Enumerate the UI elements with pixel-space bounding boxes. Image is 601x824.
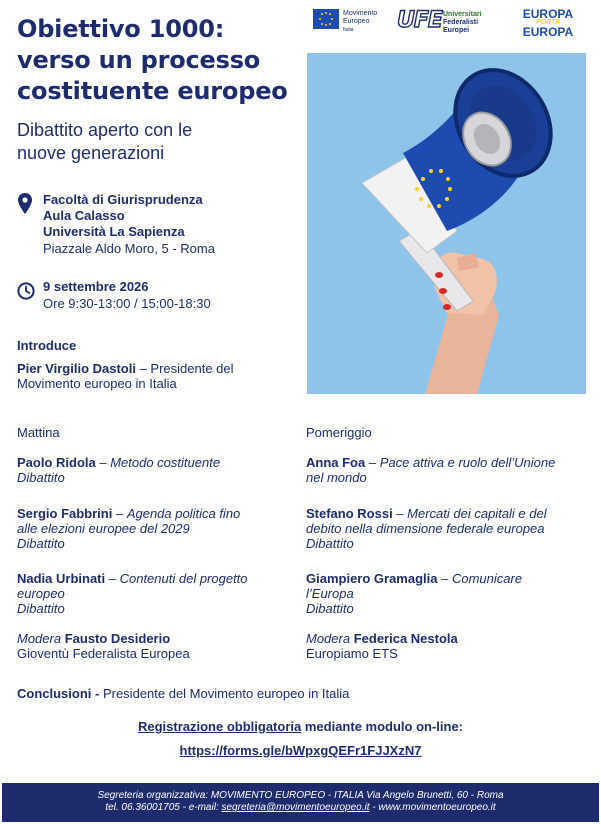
separator: –	[112, 506, 127, 521]
registration-line	[0, 719, 601, 735]
moderator-name: Fausto Desiderio	[64, 631, 171, 646]
venue-block	[43, 192, 293, 257]
separator: –	[437, 571, 452, 586]
speaker-name: Paolo Ridola	[17, 455, 96, 470]
europa-porta-europa-logo	[510, 8, 586, 40]
title-line-3: costituente europeo	[17, 77, 288, 105]
talk-topic-2: europeo	[17, 586, 65, 601]
afternoon-talk-3	[306, 571, 596, 616]
logo-bar	[313, 8, 585, 40]
megaphone-photo	[307, 53, 586, 394]
speaker-name: Nadia Urbinati	[17, 571, 106, 586]
separator: –	[95, 455, 111, 470]
ufe-logo-line-1: Universitari	[443, 11, 482, 18]
venue-address: Piazzale Aldo Moro, 5 - Roma	[43, 241, 215, 256]
footer	[2, 783, 599, 822]
moderator-org: Europiamo ETS	[306, 646, 398, 661]
conclusions-text: Presidente del Movimento europeo in Italia	[99, 686, 350, 701]
me-logo-line-3: Italia	[343, 27, 354, 33]
footer-line-1: Segreteria organizzativa: MOVIMENTO EUROPEO - ITALIA Via Angelo Brunetti, 60 - Roma	[97, 790, 504, 801]
location-pin-icon	[18, 193, 32, 215]
footer-contact: tel. 06.36001705 - e-mail:	[105, 802, 222, 813]
footer-website: - www.movimentoeuropeo.it	[369, 802, 496, 813]
afternoon-talk-1	[306, 455, 596, 485]
talk-topic: Mercati dei capitali e del	[407, 506, 547, 521]
ufe-mark: UFE	[397, 8, 442, 33]
talk-topic-2: alle elezioni europee del 2029	[17, 521, 190, 536]
intro-role-2: Movimento europeo in Italia	[17, 376, 177, 391]
conclusions-label: Conclusioni -	[17, 686, 100, 701]
talk-topic: Comunicare	[451, 571, 523, 586]
title-line-1: Obiettivo 1000:	[17, 15, 225, 43]
afternoon-heading: Pomeriggio	[306, 425, 372, 440]
morning-talk-1	[17, 455, 297, 485]
speaker-name: Anna Foa	[306, 455, 366, 470]
registration-url-line	[0, 743, 601, 759]
footer-email-link[interactable]: segreteria@movimentoeuropeo.it	[221, 802, 370, 813]
moderator-label: Modera	[17, 631, 62, 646]
footer-line-2	[2, 802, 599, 814]
registration-link[interactable]: Registrazione obbligatoria	[137, 719, 302, 734]
morning-talk-3	[17, 571, 302, 616]
speaker-name: Stefano Rossi	[306, 506, 393, 521]
intro-heading: Introduce	[17, 338, 77, 353]
moderator-label: Modera	[306, 631, 351, 646]
talk-debate: Dibattito	[17, 536, 65, 551]
afternoon-talk-2	[306, 506, 596, 551]
ufe-logo	[397, 8, 489, 40]
separator: –	[392, 506, 408, 521]
talk-topic: Contenuti del progetto	[119, 571, 248, 586]
talk-debate: Dibattito	[17, 470, 65, 485]
separator: –	[105, 571, 120, 586]
venue-room: Aula Calasso	[43, 208, 125, 223]
speaker-name: Sergio Fabbrini	[17, 506, 113, 521]
talk-topic-2: debito nella dimensione federale europea	[306, 521, 545, 536]
morning-moderator	[17, 631, 302, 661]
talk-debate: Dibattito	[306, 601, 354, 616]
talk-topic-2: nel mondo	[306, 470, 367, 485]
subtitle-line-1: Dibattito aperto con le	[17, 120, 193, 140]
talk-debate: Dibattito	[17, 601, 65, 616]
talk-topic: Agenda politica fino	[126, 506, 241, 521]
epe-logo-line-2: PORTA	[536, 19, 560, 26]
clock-icon	[17, 282, 35, 300]
intro-block	[17, 338, 297, 391]
movimento-europeo-logo	[313, 8, 385, 40]
talk-debate: Dibattito	[306, 536, 354, 551]
talk-topic-2: l’Europa	[306, 586, 354, 601]
morning-talk-2	[17, 506, 302, 551]
event-hours: Ore 9:30-13:00 / 15:00-18:30	[43, 296, 211, 311]
datetime-block	[43, 279, 293, 312]
morning-heading: Mattina	[17, 425, 60, 440]
epe-logo-line-1: EUROPA	[522, 7, 574, 21]
registration-rest: mediante modulo on-line:	[301, 719, 464, 734]
moderator-org: Gioventù Federalista Europea	[17, 646, 190, 661]
talk-topic: Metodo costituente	[110, 455, 221, 470]
ufe-logo-line-3: Europei	[443, 27, 470, 34]
ufe-logo-line-2: Federalisti	[443, 19, 479, 26]
venue-faculty: Facoltà di Giurisprudenza	[43, 192, 203, 207]
eu-flag-icon	[313, 9, 339, 29]
epe-logo-line-3: EUROPA	[522, 25, 574, 39]
conclusions	[17, 686, 587, 701]
event-subtitle	[17, 119, 277, 165]
moderator-name: Federica Nestola	[353, 631, 458, 646]
me-logo-line-2: Europeo	[343, 18, 370, 25]
speaker-name: Giampiero Gramaglia	[306, 571, 438, 586]
registration-url[interactable]: https://forms.gle/bWpxgQEFr1FJJXzN7	[179, 743, 422, 758]
afternoon-moderator	[306, 631, 596, 661]
megaphone-illustration	[307, 53, 586, 394]
subtitle-line-2: nuove generazioni	[17, 143, 165, 163]
me-logo-line-1: Movimento	[343, 10, 378, 17]
title-line-2: verso un processo	[17, 46, 261, 74]
talk-topic: Pace attiva e ruolo dell’Unione	[379, 455, 556, 470]
event-date: 9 settembre 2026	[43, 279, 149, 294]
venue-university: Università La Sapienza	[43, 224, 185, 239]
intro-role-1: – Presidente del	[135, 361, 234, 376]
intro-speaker: Pier Virgilio Dastoli	[17, 361, 136, 376]
separator: –	[365, 455, 380, 470]
event-title	[17, 14, 307, 107]
